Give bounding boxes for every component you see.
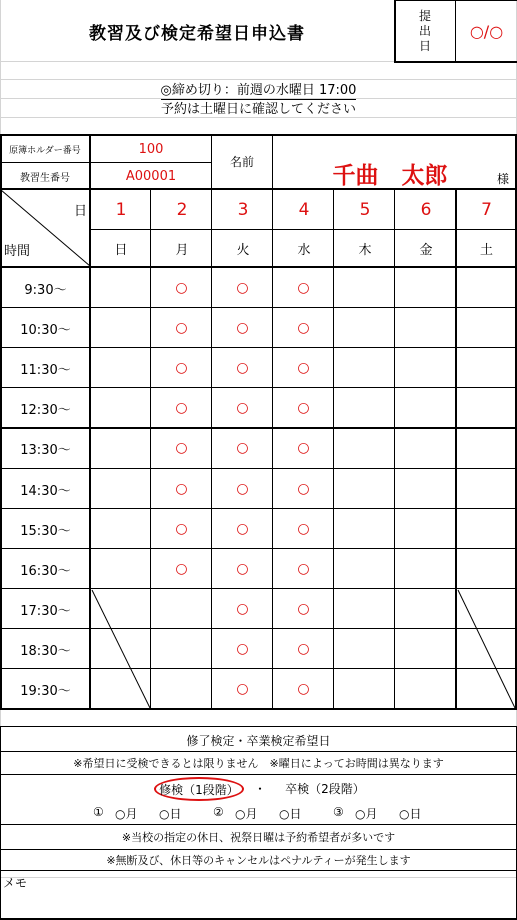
- slot-cell[interactable]: [396, 348, 455, 388]
- slot-cell[interactable]: [396, 589, 455, 629]
- submission-label-char-3: 日: [418, 38, 431, 53]
- slot-cell[interactable]: [91, 308, 150, 348]
- exam-choice-day[interactable]: ○日: [399, 807, 422, 821]
- day-number-row: [91, 190, 517, 229]
- submission-date-label: [395, 2, 455, 60]
- day-number: 3: [237, 199, 249, 220]
- slot-cell[interactable]: [396, 629, 455, 669]
- slot-cell[interactable]: [396, 308, 455, 348]
- memo-label: メモ: [3, 876, 28, 890]
- slot-cell[interactable]: [457, 268, 516, 308]
- submission-date-value[interactable]: ○/○: [469, 21, 504, 41]
- weekday: 火: [236, 243, 250, 258]
- exam-stage1-option[interactable]: [154, 777, 244, 801]
- time-slot-row: [0, 388, 517, 428]
- slot-cell[interactable]: [335, 308, 394, 348]
- exam-choice-month[interactable]: ○月: [355, 807, 378, 821]
- confirm-notice: 予約は土曜日に確認してください: [160, 101, 356, 117]
- holiday-note: ※当校の指定の休日、祝祭日曜は予約希望者が多いです: [121, 831, 396, 844]
- slot-cell[interactable]: ○: [175, 521, 188, 537]
- slot-cell[interactable]: ○: [297, 320, 310, 336]
- exam-choice-number: ③: [333, 805, 344, 819]
- slot-cell[interactable]: ○: [236, 360, 249, 376]
- slot-cell[interactable]: [335, 268, 394, 308]
- time-slot-row: [0, 549, 517, 589]
- unavailable-sunday-evening: [91, 589, 151, 709]
- day-number: 5: [359, 199, 371, 220]
- slot-cell[interactable]: [457, 348, 516, 388]
- slot-cell[interactable]: [335, 348, 394, 388]
- form-title: 教習及び検定希望日申込書: [89, 23, 305, 44]
- exam-choice-day[interactable]: ○日: [159, 807, 182, 821]
- slot-cell[interactable]: [335, 388, 394, 428]
- exam-date-choices: [0, 802, 517, 824]
- time-slot-label: 11:30〜: [20, 362, 71, 378]
- day-number: 7: [481, 199, 492, 220]
- time-slot-label: 19:30〜: [20, 683, 71, 699]
- exam-section-note: ※希望日に受検できるとは限りません ※曜日によってお時間は異なります: [73, 757, 444, 770]
- exam-choice-month[interactable]: ○月: [235, 807, 258, 821]
- slot-cell[interactable]: ○: [297, 641, 310, 657]
- slot-cell[interactable]: [457, 308, 516, 348]
- header-time-label: 時間: [4, 244, 31, 259]
- time-slot-label: 13:30〜: [20, 442, 71, 458]
- time-slot-row: [0, 469, 517, 509]
- time-slot-label: 12:30〜: [20, 402, 71, 418]
- slot-cell[interactable]: ○: [175, 440, 188, 456]
- slot-cell[interactable]: [335, 469, 394, 509]
- slot-cell[interactable]: ○: [297, 681, 310, 697]
- exam-choice-month[interactable]: ○月: [115, 807, 138, 821]
- slot-cell[interactable]: [335, 629, 394, 669]
- cancel-penalty-note: ※無断及び、休日等のキャンセルはペナルティーが発生します: [106, 854, 411, 867]
- weekday-row: [91, 230, 517, 267]
- slot-cell[interactable]: [457, 509, 516, 549]
- slot-cell[interactable]: ○: [236, 561, 249, 577]
- slot-cell[interactable]: [396, 469, 455, 509]
- slot-cell[interactable]: [152, 629, 211, 669]
- slot-cell[interactable]: ○: [297, 521, 310, 537]
- exam-stage2-option[interactable]: 卒検（2段階）: [285, 782, 365, 796]
- weekday: 土: [479, 243, 493, 258]
- time-slot-row: [0, 268, 517, 308]
- name-suffix: 様: [497, 172, 510, 186]
- slot-cell[interactable]: [335, 428, 394, 468]
- exam-choice-day[interactable]: ○日: [279, 807, 302, 821]
- time-slot-row: [0, 669, 517, 709]
- slot-cell[interactable]: ○: [175, 280, 188, 296]
- slot-cell[interactable]: [396, 388, 455, 428]
- slot-cell[interactable]: ○: [175, 400, 188, 416]
- slot-cell[interactable]: [396, 428, 455, 468]
- slot-cell[interactable]: [396, 549, 455, 589]
- time-slot-label: 15:30〜: [20, 523, 71, 539]
- day-number: 4: [298, 199, 310, 220]
- slot-cell[interactable]: [91, 348, 150, 388]
- slot-cell[interactable]: ○: [175, 561, 188, 577]
- slot-cell[interactable]: [91, 428, 150, 468]
- holder-number-label: 原簿ホルダー番号: [9, 146, 81, 156]
- exam-stage-separator: ・: [253, 782, 266, 796]
- slot-cell[interactable]: [152, 669, 211, 709]
- weekday: 木: [358, 243, 372, 258]
- memo-field[interactable]: [1, 872, 515, 918]
- slot-cell[interactable]: [335, 589, 394, 629]
- time-slot-label: 9:30〜: [24, 282, 67, 298]
- slot-cell[interactable]: [457, 388, 516, 428]
- slot-cell[interactable]: ○: [297, 481, 310, 497]
- slot-cell[interactable]: ○: [297, 601, 310, 617]
- name-value[interactable]: 千曲 太郎: [332, 162, 448, 189]
- deadline-notice: ◎締め切り：前週の水曜日 17:00: [0, 80, 517, 98]
- slot-cell[interactable]: [91, 388, 150, 428]
- slot-cell[interactable]: ○: [297, 440, 310, 456]
- slot-cell[interactable]: [396, 509, 455, 549]
- student-number-label: 教習生番号: [20, 172, 70, 184]
- time-slot-label: 18:30〜: [20, 643, 71, 659]
- slot-cell[interactable]: ○: [236, 280, 249, 296]
- slot-cell[interactable]: ○: [175, 320, 188, 336]
- time-slot-label: 14:30〜: [20, 483, 71, 499]
- time-slot-row: [0, 589, 517, 629]
- weekday: 水: [297, 243, 311, 258]
- slot-cell[interactable]: [335, 509, 394, 549]
- name-label: 名前: [229, 154, 254, 169]
- slot-cell[interactable]: [396, 669, 455, 709]
- slot-cell[interactable]: ○: [236, 320, 249, 336]
- slot-cell[interactable]: ○: [236, 521, 249, 537]
- day-number: 1: [115, 199, 127, 220]
- slot-cell[interactable]: ○: [236, 641, 249, 657]
- exam-choice-number: ②: [213, 805, 224, 819]
- weekday: 日: [114, 243, 128, 258]
- slot-cell[interactable]: ○: [236, 400, 249, 416]
- time-slot-label: 17:30〜: [20, 603, 71, 619]
- slot-cell[interactable]: ○: [297, 280, 310, 296]
- day-number: 6: [420, 199, 432, 220]
- time-slot-row: [0, 629, 517, 669]
- slot-cell[interactable]: [335, 549, 394, 589]
- submission-label-char-1: 提: [418, 8, 431, 23]
- unavailable-saturday-evening: [457, 589, 516, 709]
- slot-cell[interactable]: ○: [236, 440, 249, 456]
- slot-cell[interactable]: [91, 509, 150, 549]
- slot-cell[interactable]: [457, 549, 516, 589]
- day-number: 2: [176, 199, 188, 220]
- slot-cell[interactable]: [152, 589, 211, 629]
- time-slot-row: [0, 428, 517, 468]
- student-number-value[interactable]: A00001: [125, 168, 177, 184]
- time-slot-row: [0, 509, 517, 549]
- slot-cell[interactable]: ○: [236, 681, 249, 697]
- header-diagonal: [0, 189, 91, 267]
- slot-cell[interactable]: [91, 469, 150, 509]
- slot-cell[interactable]: ○: [236, 601, 249, 617]
- slot-cell[interactable]: ○: [297, 561, 310, 577]
- header-date-label: 日: [74, 204, 88, 219]
- submission-label-char-2: 出: [418, 23, 431, 38]
- slot-cell[interactable]: [396, 268, 455, 308]
- time-slot-label: 16:30〜: [20, 563, 71, 579]
- slot-cell[interactable]: [335, 669, 394, 709]
- time-slot-label: 10:30〜: [20, 322, 71, 338]
- slot-cell[interactable]: [91, 268, 150, 308]
- slot-cell[interactable]: [457, 428, 516, 468]
- time-slot-row: [0, 348, 517, 388]
- weekday: 月: [175, 243, 189, 258]
- slot-cell[interactable]: ○: [297, 400, 310, 416]
- slot-cell[interactable]: [457, 469, 516, 509]
- slot-cell[interactable]: [91, 549, 150, 589]
- slot-cell[interactable]: ○: [236, 481, 249, 497]
- exam-choice-number: ①: [93, 805, 104, 819]
- exam-stage-row: [0, 775, 517, 802]
- slot-cell[interactable]: ○: [175, 360, 188, 376]
- time-slot-row: [0, 308, 517, 348]
- exam-stage1-label: 修検（1段階）: [159, 782, 239, 797]
- slot-cell[interactable]: ○: [297, 360, 310, 376]
- weekday: 金: [419, 243, 433, 258]
- slot-cell[interactable]: ○: [175, 481, 188, 497]
- exam-section-title: 修了検定・卒業検定希望日: [186, 734, 331, 748]
- holder-number-value[interactable]: 100: [138, 142, 164, 157]
